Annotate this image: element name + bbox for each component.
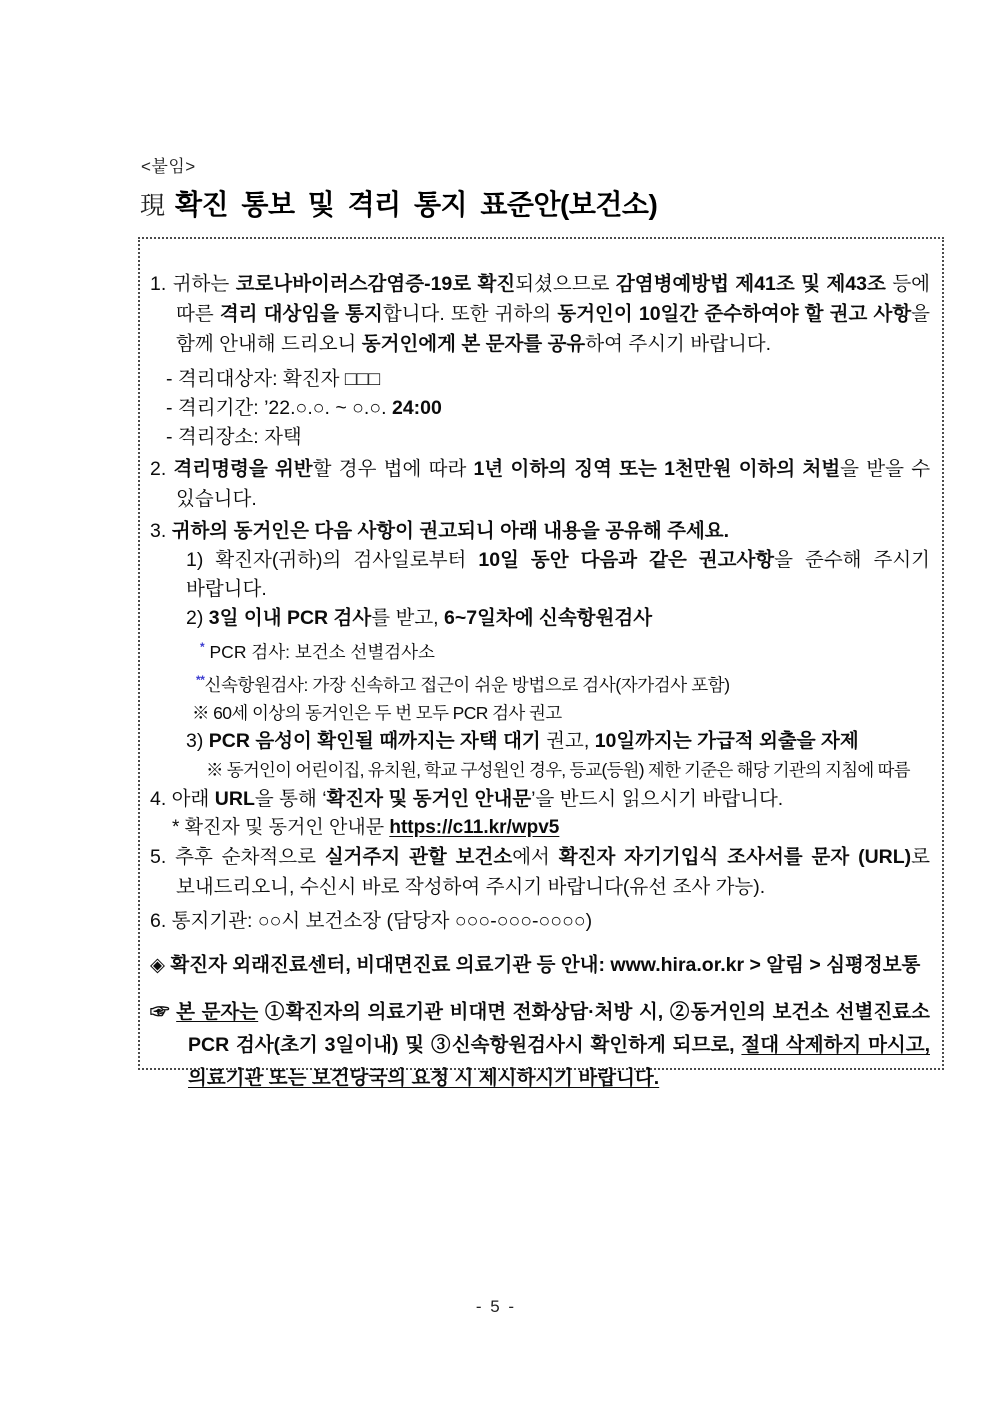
hira-info <box>150 950 930 980</box>
text-run: 2. <box>150 458 174 480</box>
page-number: - 5 - <box>475 1297 517 1316</box>
attachment-label: <붙임> <box>141 157 196 176</box>
text-run: ☞ <box>150 1000 177 1023</box>
text-run: 1년 이하의 징역 또는 1천만원 이하의 처벌 <box>473 458 841 480</box>
item-3-2 <box>150 604 930 633</box>
page-title: 확진 통보 및 격리 통지 표준안(보건소) <box>175 189 658 220</box>
text-run: 합니다. 또한 귀하의 <box>382 303 558 325</box>
text-run: - 격리장소: 자택 <box>166 426 302 448</box>
item-6 <box>150 906 930 936</box>
footnote-pcr <box>150 633 930 666</box>
item-5 <box>150 842 930 902</box>
text-run: 에서 <box>512 845 559 868</box>
text-run: * <box>200 640 205 654</box>
text-run: ※ 동거인이 어린이집, 유치원, 학교 구성원인 경우, 등교(등원) 제한 기준은 해당 기관의 지침에 따름 <box>206 759 910 780</box>
text-run: 10일 동안 다음과 같은 권고사항 <box>478 549 775 571</box>
text-run: 권고, <box>540 729 595 752</box>
text-run: 6. 통지기관: ○○시 보건소장 (담당자 ○○○-○○○-○○○○) <box>150 909 593 932</box>
text-run: 감염병예방법 제41조 및 제43조 <box>615 273 886 295</box>
text-run: 3) <box>186 729 209 752</box>
text-run: ◈ <box>150 953 171 976</box>
text-run: 할 경우 법에 따라 <box>312 458 474 480</box>
item-4 <box>150 784 930 814</box>
text-run: 3. <box>150 520 172 542</box>
text-run: 절대 삭제하지 마시고, 의료기관 또는 보건당국의 요청 시 제시하시기 바랍니다. <box>188 1033 930 1089</box>
text-run: 10일까지는 가급적 외출을 자제 <box>594 729 859 752</box>
text-run: 을 통해 ‘ <box>254 787 327 810</box>
text-run: 6~7일차에 신속항원검사 <box>444 607 653 629</box>
text-run: - 격리기간: ’22.○.○. ~ ○.○. <box>166 397 392 419</box>
text-run: 5. 추후 순차적으로 <box>150 845 325 868</box>
text-run: 2) <box>186 607 209 629</box>
quarantine-subject <box>150 365 930 394</box>
text-run: 실거주지 관할 보건소 <box>324 845 513 868</box>
text-run: - 격리대상자: 확진자 □□□ <box>166 368 381 390</box>
item-1 <box>150 269 930 359</box>
text-run: 격리 대상임을 통지 <box>219 303 383 325</box>
notice-box <box>138 237 944 1089</box>
keep-message-notice <box>150 996 930 1095</box>
footnote-rat <box>150 666 930 699</box>
title-row <box>140 183 657 223</box>
item-3 <box>150 516 930 546</box>
text-run: 하여 주시기 바랍니다. <box>585 333 772 355</box>
guide-url-line <box>150 814 930 842</box>
text-run: 3일 이내 PCR 검사 <box>208 607 372 629</box>
text-run: 확진자 자기기입식 조사서를 문자 (URL) <box>558 845 912 868</box>
footnote-school <box>150 756 930 784</box>
url-link[interactable]: https://c11.kr/wpv5 <box>389 816 560 838</box>
text-run: 격리명령을 위반 <box>173 458 313 480</box>
text-run: PCR 검사: 보건소 선별검사소 <box>204 641 435 662</box>
text-run: 1. 귀하는 <box>150 273 236 295</box>
notice-paragraphs <box>150 269 930 1095</box>
text-run: 코로나바이러스감염증-19로 확진 <box>235 273 516 295</box>
text-run: 을 받을 수 있습니다. <box>176 458 931 510</box>
text-run: 확진자 및 동거인 안내문 <box>326 787 532 810</box>
text-run: 동거인에게 본 문자를 공유 <box>361 333 586 355</box>
text-run: ※ 60세 이상의 동거인은 두 번 모두 PCR 검사 권고 <box>192 702 562 723</box>
text-run: 을 준수해 주시기 바랍니다. <box>186 549 931 600</box>
text-run: 동거인이 10일간 준수하여야 할 권고 사항 <box>557 303 912 325</box>
text-run: 을 함께 안내해 드리오니 <box>176 303 930 355</box>
text-run: 1) 확진자(귀하)의 검사일로부터 <box>186 549 479 571</box>
text-run: ①확진자의 의료기관 비대면 전화상담·처방 시, ②동거인의 보건소 선별진료소 PCR 검사(초기 3일이내) 및 ③신속항원검사시 확인하게 되므로, <box>188 1000 930 1056</box>
text-run: 신속항원검사: 가장 신속하고 접근이 쉬운 방법으로 검사(자가검사 포함) <box>204 674 730 695</box>
text-run: 24:00 <box>391 397 442 419</box>
text-run: 4. 아래 <box>150 787 215 810</box>
text-run: PCR 음성이 확인될 때까지는 자택 대기 <box>208 729 541 752</box>
item-3-3 <box>150 727 930 756</box>
text-run: 귀하의 동거인은 다음 사항이 권고되니 아래 내용을 공유해 주세요. <box>171 520 730 542</box>
item-2 <box>150 454 930 514</box>
text-run: ’을 반드시 읽으시기 바랍니다. <box>531 787 784 810</box>
text-run: * 확진자 및 동거인 안내문 <box>172 816 390 838</box>
footnote-age60 <box>150 699 930 727</box>
quarantine-place <box>150 423 930 452</box>
text-run: 본 문자는 <box>176 1000 259 1023</box>
text-run: URL <box>214 787 255 810</box>
text-run: 를 받고, <box>371 607 444 629</box>
quarantine-period <box>150 394 930 423</box>
text-run: ** <box>196 672 205 687</box>
text-run: 되셨으므로 <box>515 273 616 295</box>
item-3-1 <box>150 546 930 604</box>
text-run: 로 보내드리오니, 수신시 바로 작성하여 주시기 바랍니다(유선 조사 가능). <box>176 845 930 898</box>
text-run: 등에 따른 <box>176 273 931 325</box>
title-prefix-hyun: 現 <box>140 193 166 220</box>
text-run: 확진자 외래진료센터, 비대면진료 의료기관 등 안내: www.hira.or.kr > 알림 > 심평정보통 <box>170 953 921 976</box>
